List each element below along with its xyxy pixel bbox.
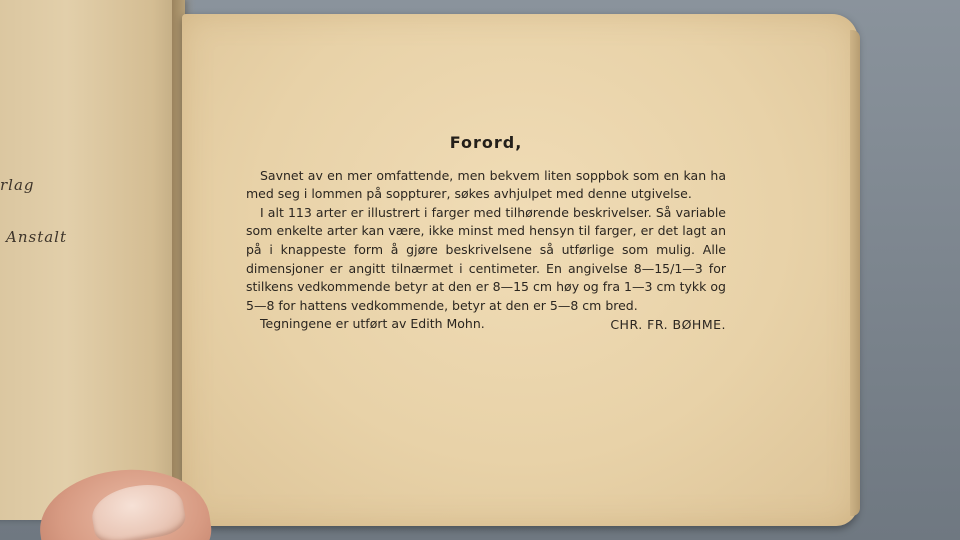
paragraph-2: I alt 113 arter er illustrert i farger med tilhørende beskrivelser. Så variable som enkelte arter kan være, ikke minst med hensyn til farger, er det lagt an på i knappeste form å gjøre beskrivelsene så utførlige som mulig. Alle dimensjoner er angitt tilnærmet i centimeter. En angivelse 8—15/1—3 for stilkens vedkommende betyr at den er 8—15 cm høy og fra 1—3 cm tykk og 5—8 for hattens vedkommende, betyr at den er 5—8 cm bred. bbox=[246, 204, 726, 313]
left-page-fragment-publisher: rlag bbox=[0, 176, 35, 194]
paragraph-1: Savnet av en mer omfattende, men bekvem liten soppbok som en kan ha med seg i lommen på soppturer, søkes avhjulpet med denne utgivelse. bbox=[246, 167, 726, 202]
page-title: Forord, bbox=[449, 133, 523, 152]
page-edge bbox=[850, 30, 860, 516]
left-page bbox=[0, 0, 185, 520]
paragraph-3: Tegningene er utført av Edith Mohn. bbox=[260, 316, 485, 332]
preface-text-block bbox=[246, 134, 726, 335]
author-signature: CHR. FR. BØHME. bbox=[610, 316, 726, 332]
left-page-fragment-anstalt: Anstalt bbox=[6, 228, 67, 246]
